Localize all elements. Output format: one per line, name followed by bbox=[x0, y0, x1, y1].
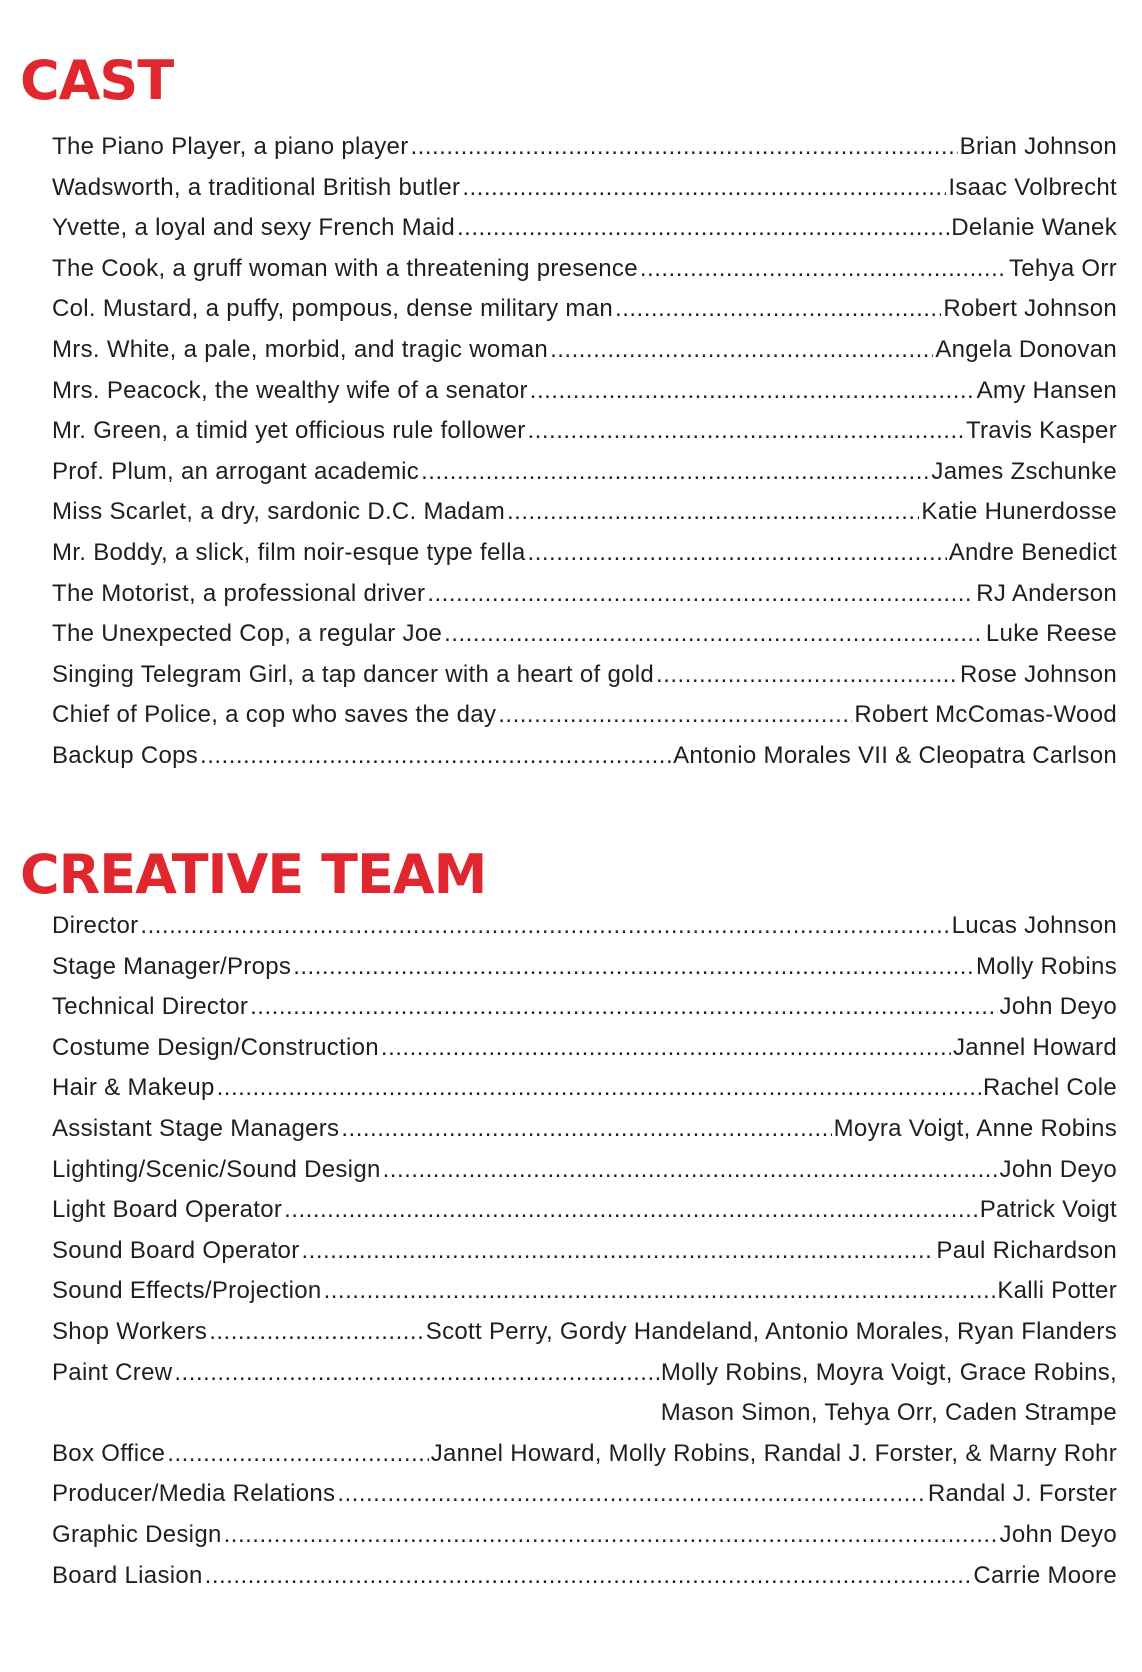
crew-name: John Deyo bbox=[999, 1155, 1117, 1183]
cast-name: Tehya Orr bbox=[1008, 254, 1117, 282]
cast-list bbox=[52, 133, 1117, 783]
dot-leader bbox=[462, 174, 946, 202]
crew-name: Carrie Moore bbox=[973, 1561, 1117, 1589]
dot-leader bbox=[383, 1156, 998, 1184]
crew-role: Sound Board Operator bbox=[52, 1236, 300, 1264]
cast-row bbox=[52, 133, 1117, 174]
cast-name: Robert McComas-Wood bbox=[854, 701, 1117, 729]
cast-row bbox=[52, 742, 1117, 783]
crew-row bbox=[52, 1359, 1117, 1400]
crew-row bbox=[52, 1399, 1117, 1440]
crew-row bbox=[52, 1277, 1117, 1318]
creative-team-list bbox=[52, 912, 1117, 1602]
dot-leader bbox=[528, 539, 947, 567]
cast-row bbox=[52, 539, 1117, 580]
crew-role: Producer/Media Relations bbox=[52, 1480, 336, 1508]
crew-role: Box Office bbox=[52, 1439, 166, 1467]
cast-row bbox=[52, 620, 1117, 661]
cast-role: Singing Telegram Girl, a tap dancer with a heart of gold bbox=[52, 660, 655, 688]
dot-leader bbox=[421, 458, 929, 486]
dot-leader bbox=[615, 295, 941, 323]
cast-row bbox=[52, 701, 1117, 742]
crew-name: John Deyo bbox=[999, 1520, 1117, 1548]
cast-name: Luke Reese bbox=[985, 620, 1117, 648]
cast-role: Mr. Boddy, a slick, film noir-esque type fella bbox=[52, 538, 526, 566]
crew-role: Costume Design/Construction bbox=[52, 1033, 379, 1061]
cast-name: Angela Donovan bbox=[935, 335, 1117, 363]
cast-row bbox=[52, 336, 1117, 377]
cast-role: The Piano Player, a piano player bbox=[52, 133, 409, 160]
crew-name: Randal J. Forster bbox=[927, 1480, 1117, 1508]
cast-heading: CAST bbox=[20, 49, 174, 112]
crew-role: Sound Effects/Projection bbox=[52, 1277, 322, 1305]
cast-role: Backup Cops bbox=[52, 741, 199, 769]
dot-leader bbox=[324, 1277, 996, 1305]
dot-leader bbox=[498, 701, 852, 729]
cast-row bbox=[52, 174, 1117, 215]
dot-leader bbox=[302, 1237, 935, 1265]
dot-leader bbox=[174, 1359, 658, 1387]
dot-leader bbox=[140, 912, 949, 940]
cast-role: Col. Mustard, a puffy, pompous, dense military man bbox=[52, 295, 614, 323]
crew-row bbox=[52, 1074, 1117, 1115]
crew-name: Scott Perry, Gordy Handeland, Antonio Morales, Ryan Flanders bbox=[425, 1317, 1117, 1345]
cast-name: Robert Johnson bbox=[943, 295, 1117, 323]
cast-name: James Zschunke bbox=[931, 457, 1117, 485]
crew-role: Board Liasion bbox=[52, 1561, 203, 1589]
dot-leader bbox=[337, 1480, 925, 1508]
crew-name: Lucas Johnson bbox=[951, 912, 1117, 939]
crew-role: Light Board Operator bbox=[52, 1196, 283, 1224]
crew-name: Molly Robins, Moyra Voigt, Grace Robins, bbox=[660, 1358, 1117, 1386]
cast-name: Amy Hansen bbox=[976, 376, 1117, 404]
dot-leader bbox=[250, 993, 997, 1021]
crew-role: Technical Director bbox=[52, 993, 249, 1021]
crew-role: Stage Manager/Props bbox=[52, 952, 292, 980]
crew-row bbox=[52, 1115, 1117, 1156]
crew-row bbox=[52, 953, 1117, 994]
crew-name: Molly Robins bbox=[976, 952, 1117, 980]
dot-leader bbox=[530, 377, 975, 405]
crew-row bbox=[52, 1521, 1117, 1562]
cast-row bbox=[52, 295, 1117, 336]
cast-role: Mrs. Peacock, the wealthy wife of a senator bbox=[52, 376, 528, 404]
crew-row bbox=[52, 993, 1117, 1034]
crew-row bbox=[52, 1318, 1117, 1359]
cast-role: The Motorist, a professional driver bbox=[52, 579, 426, 607]
cast-row bbox=[52, 580, 1117, 621]
cast-name: Antonio Morales VII & Cleopatra Carlson bbox=[673, 741, 1117, 769]
dot-leader bbox=[457, 214, 949, 242]
dot-leader bbox=[656, 661, 958, 689]
crew-name: Kalli Potter bbox=[997, 1277, 1117, 1305]
dot-leader bbox=[528, 417, 964, 445]
cast-role: Wadsworth, a traditional British butler bbox=[52, 173, 461, 201]
dot-leader bbox=[507, 498, 919, 526]
crew-role: Shop Workers bbox=[52, 1317, 208, 1345]
crew-name: Rachel Cole bbox=[982, 1074, 1117, 1102]
cast-name: Rose Johnson bbox=[959, 660, 1117, 688]
cast-role: Yvette, a loyal and sexy French Maid bbox=[52, 214, 456, 242]
crew-name: Paul Richardson bbox=[936, 1236, 1117, 1264]
dot-leader bbox=[224, 1521, 998, 1549]
dot-leader bbox=[200, 742, 671, 770]
crew-row bbox=[52, 1440, 1117, 1481]
cast-row bbox=[52, 214, 1117, 255]
cast-row bbox=[52, 377, 1117, 418]
crew-role: Paint Crew bbox=[52, 1358, 173, 1386]
creative-team-heading: CREATIVE TEAM bbox=[20, 843, 487, 906]
dot-leader bbox=[284, 1196, 978, 1224]
dot-leader bbox=[411, 133, 958, 161]
crew-role: Lighting/Scenic/Sound Design bbox=[52, 1155, 381, 1183]
dot-leader bbox=[640, 255, 1007, 283]
cast-row bbox=[52, 255, 1117, 296]
crew-row bbox=[52, 1196, 1117, 1237]
dot-leader bbox=[444, 620, 984, 648]
dot-leader bbox=[217, 1074, 981, 1102]
crew-row bbox=[52, 1034, 1117, 1075]
crew-role: Graphic Design bbox=[52, 1520, 222, 1548]
crew-role: Hair & Makeup bbox=[52, 1074, 215, 1102]
cast-role: Chief of Police, a cop who saves the day bbox=[52, 701, 497, 729]
dot-leader bbox=[205, 1562, 972, 1590]
dot-leader bbox=[381, 1034, 951, 1062]
crew-row bbox=[52, 1480, 1117, 1521]
crew-role: Assistant Stage Managers bbox=[52, 1114, 340, 1142]
crew-name: John Deyo bbox=[999, 993, 1117, 1021]
cast-name: Delanie Wanek bbox=[951, 214, 1117, 242]
cast-name: Brian Johnson bbox=[959, 133, 1117, 160]
dot-leader bbox=[341, 1115, 831, 1143]
cast-row bbox=[52, 458, 1117, 499]
cast-name: Isaac Volbrecht bbox=[948, 173, 1117, 201]
crew-name: Jannel Howard bbox=[953, 1033, 1117, 1061]
crew-name: Jannel Howard, Molly Robins, Randal J. Forster, & Marny Rohr bbox=[430, 1439, 1117, 1467]
crew-row bbox=[52, 1156, 1117, 1197]
dot-leader bbox=[293, 953, 974, 981]
cast-row bbox=[52, 498, 1117, 539]
cast-row bbox=[52, 661, 1117, 702]
cast-row bbox=[52, 417, 1117, 458]
cast-role: The Cook, a gruff woman with a threatening presence bbox=[52, 254, 638, 282]
cast-role: Mrs. White, a pale, morbid, and tragic woman bbox=[52, 335, 549, 363]
dot-leader bbox=[167, 1440, 428, 1468]
cast-role: Miss Scarlet, a dry, sardonic D.C. Madam bbox=[52, 498, 506, 526]
cast-name: Katie Hunerdosse bbox=[921, 498, 1117, 526]
cast-name: RJ Anderson bbox=[976, 579, 1117, 607]
cast-role: Prof. Plum, an arrogant academic bbox=[52, 457, 420, 485]
cast-name: Andre Benedict bbox=[948, 538, 1117, 566]
cast-name: Travis Kasper bbox=[965, 417, 1117, 445]
crew-role: Director bbox=[52, 912, 139, 939]
cast-role: Mr. Green, a timid yet officious rule follower bbox=[52, 417, 526, 445]
dot-leader bbox=[427, 580, 974, 608]
crew-name: Mason Simon, Tehya Orr, Caden Strampe bbox=[660, 1399, 1117, 1427]
crew-name: Moyra Voigt, Anne Robins bbox=[833, 1114, 1117, 1142]
crew-row bbox=[52, 912, 1117, 953]
crew-name: Patrick Voigt bbox=[979, 1196, 1117, 1224]
dot-leader bbox=[550, 336, 933, 364]
dot-leader bbox=[209, 1318, 424, 1346]
crew-row bbox=[52, 1562, 1117, 1603]
crew-row bbox=[52, 1237, 1117, 1278]
cast-role: The Unexpected Cop, a regular Joe bbox=[52, 620, 443, 648]
